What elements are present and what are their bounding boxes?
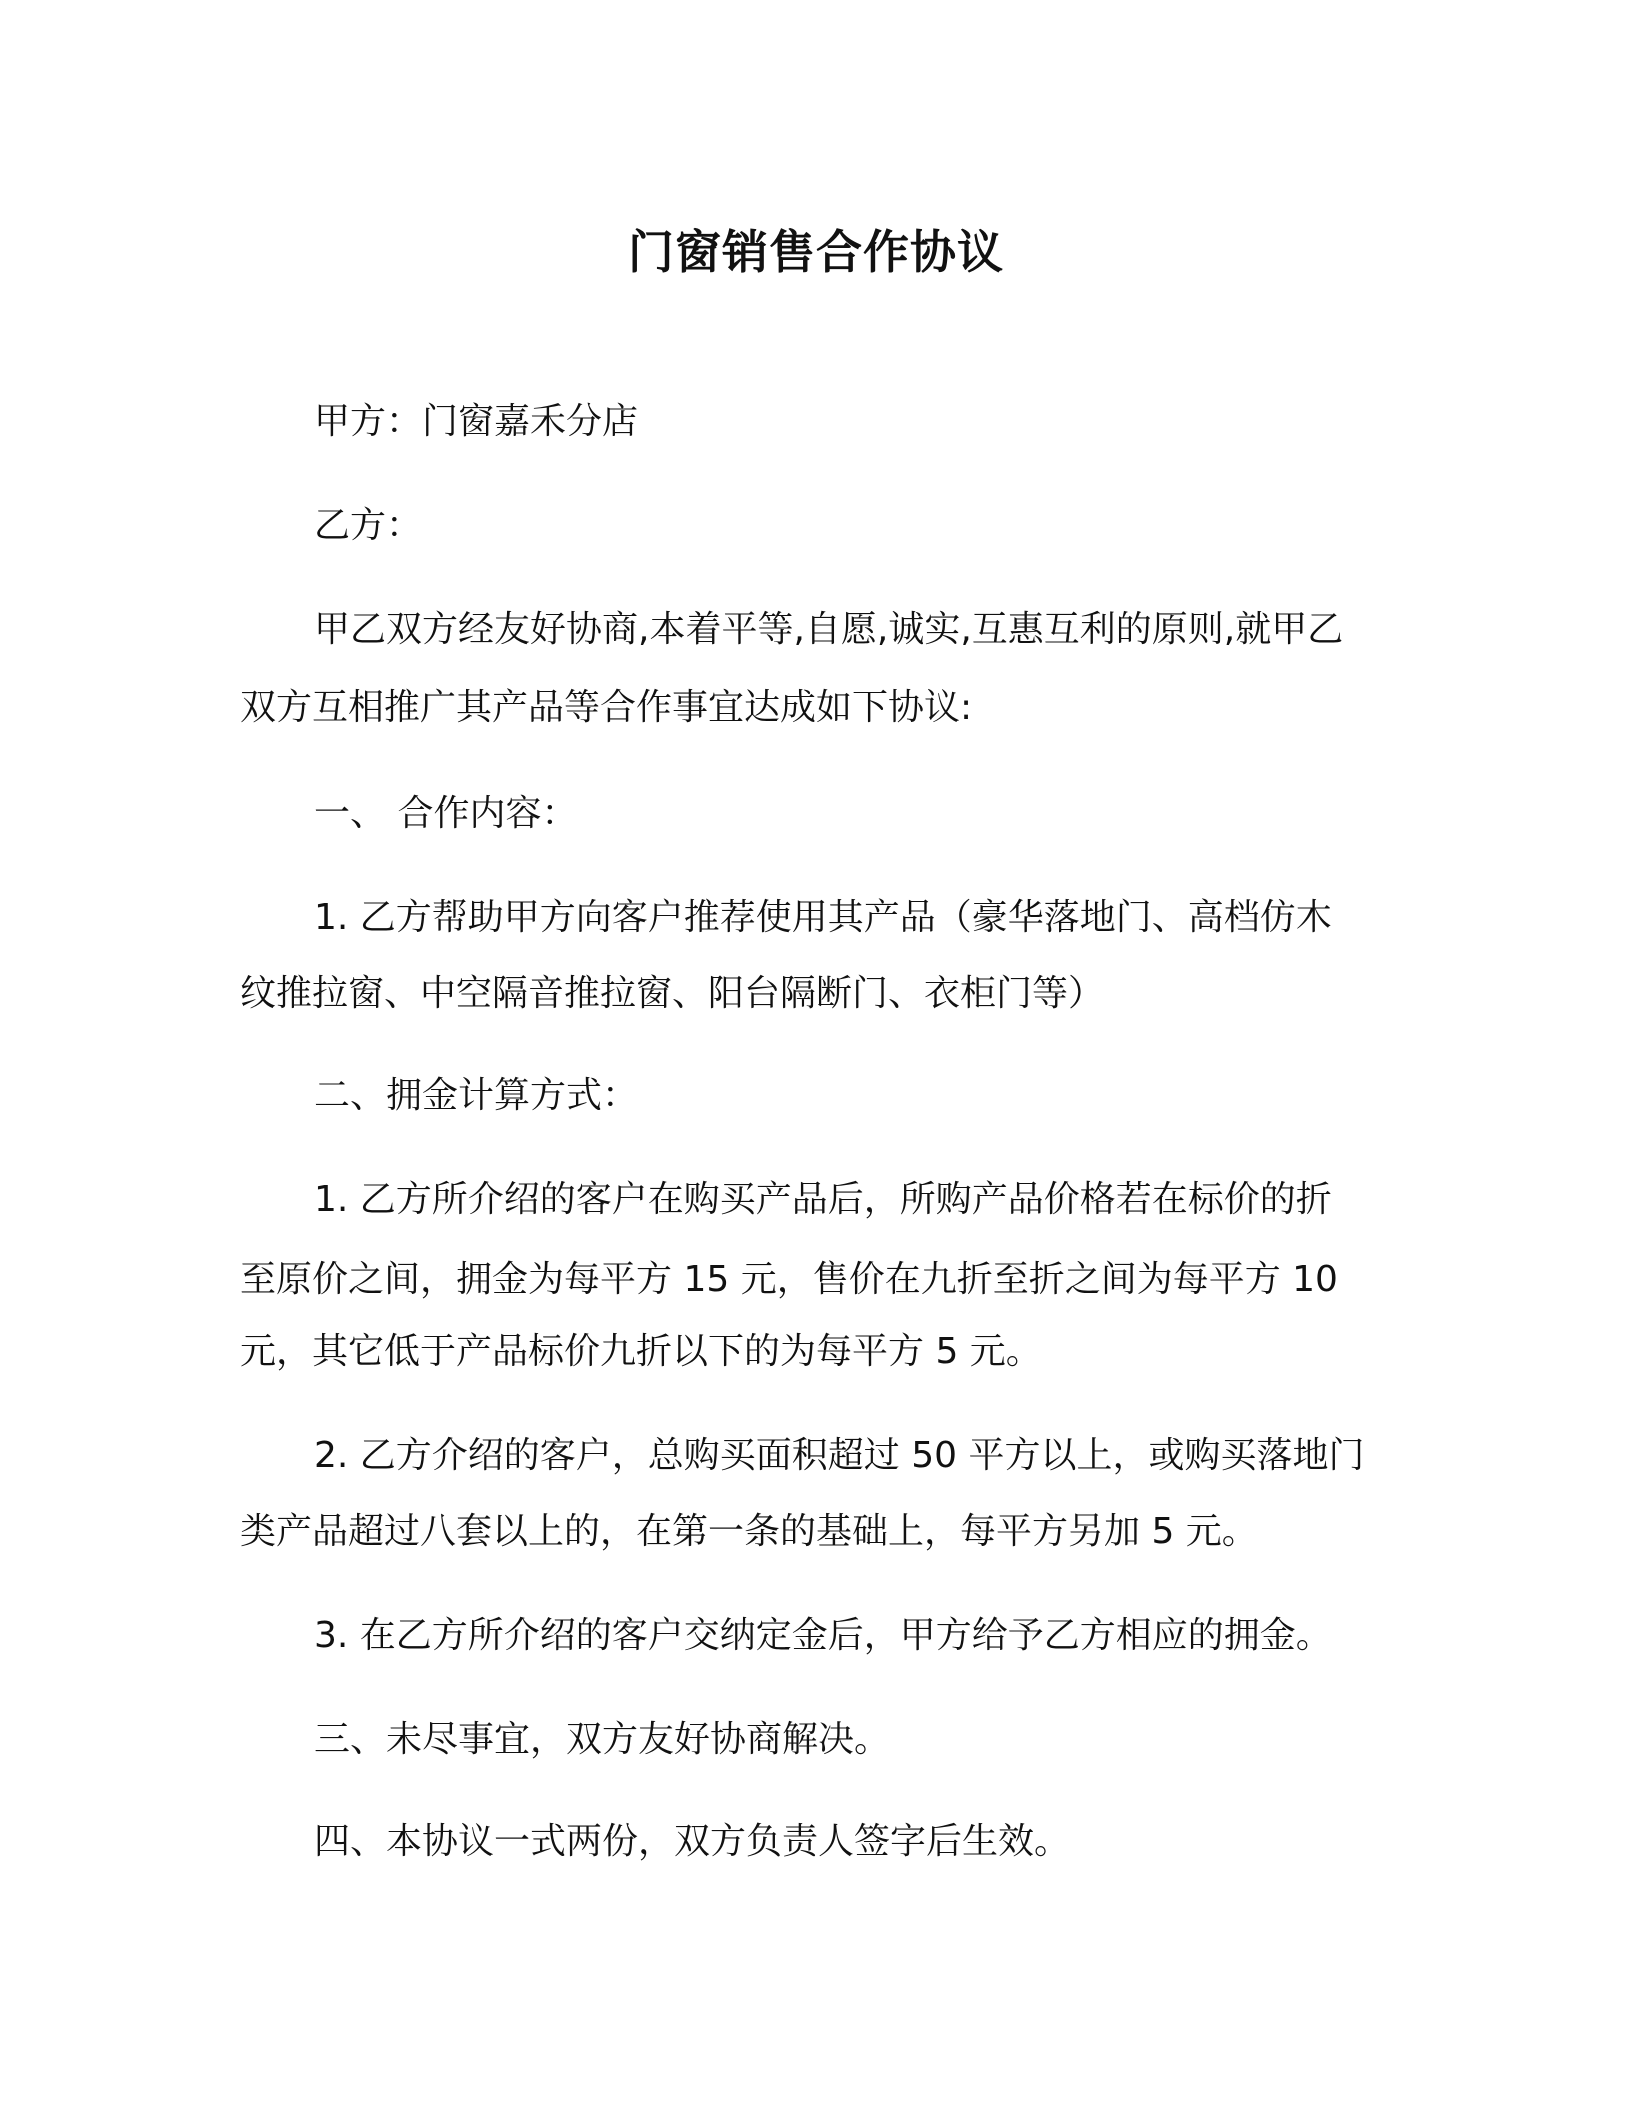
party-b-line: 乙方： [314, 505, 423, 546]
section-1-item-1-line-1: 1. 乙方帮助甲方向客户推荐使用其产品（豪华落地门、高档仿木 [314, 897, 1332, 938]
section-2-item-1-line-1: 1. 乙方所介绍的客户在购买产品后，所购产品价格若在标价的折 [314, 1179, 1332, 1220]
intro-line-1: 甲乙双方经友好协商,本着平等,自愿,诚实,互惠互利的原则,就甲乙 [314, 609, 1344, 650]
section-2-item-2-line-2: 类产品超过八套以上的，在第一条的基础上，每平方另加 5 元。 [240, 1511, 1258, 1552]
section-3: 三、未尽事宜，双方友好协商解决。 [314, 1719, 891, 1760]
section-2-item-3: 3. 在乙方所介绍的客户交纳定金后，甲方给予乙方相应的拥金。 [314, 1615, 1332, 1656]
section-2-heading: 二、拥金计算方式： [314, 1075, 639, 1116]
section-2-item-2-line-1: 2. 乙方介绍的客户，总购买面积超过 50 平方以上，或购买落地门 [314, 1435, 1365, 1476]
section-2-item-1-line-3: 元，其它低于产品标价九折以下的为每平方 5 元。 [240, 1331, 1042, 1372]
section-2-item-1-line-2: 至原价之间，拥金为每平方 15 元，售价在九折至折之间为每平方 10 [240, 1259, 1338, 1300]
section-4: 四、本协议一式两份，双方负责人签字后生效。 [314, 1821, 1071, 1862]
section-1-heading: 一、 合作内容： [314, 793, 578, 834]
section-1-item-1-line-2: 纹推拉窗、中空隔音推拉窗、阳台隔断门、衣柜门等） [240, 973, 1105, 1014]
party-a-line: 甲方：门窗嘉禾分店 [314, 401, 639, 442]
document-title: 门窗销售合作协议 [628, 225, 1004, 279]
intro-line-2: 双方互相推广其产品等合作事宜达成如下协议: [240, 687, 973, 728]
